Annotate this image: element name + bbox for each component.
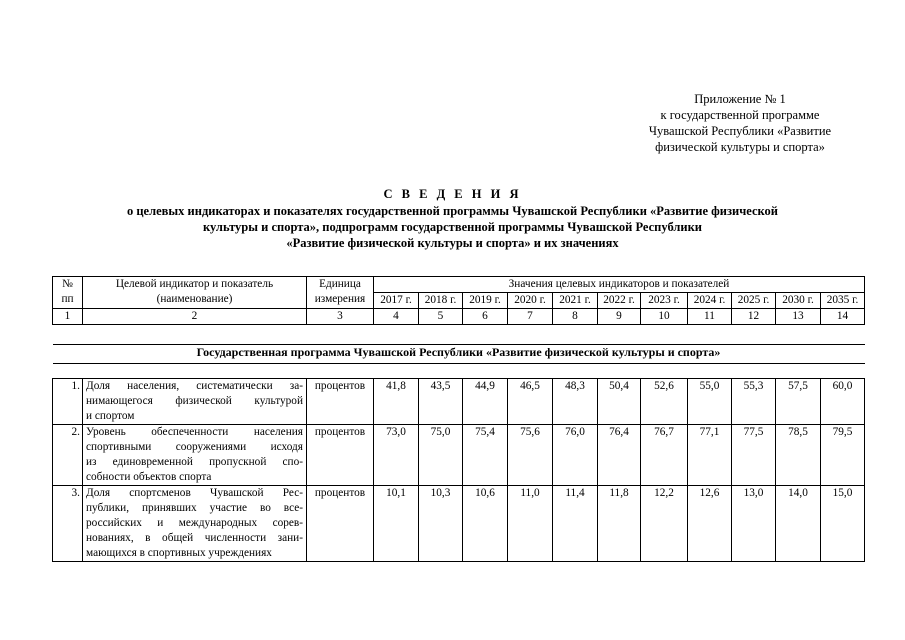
header-num-bottom: пп xyxy=(61,293,74,305)
column-numbers-row xyxy=(53,309,865,325)
row-value: 79,5 xyxy=(821,425,865,486)
header-indicator-bottom: (наименование) xyxy=(156,293,233,305)
row-unit: процентов xyxy=(307,379,374,425)
column-number: 14 xyxy=(821,309,865,325)
section-title: Государственная программа Чувашской Республики «Развитие физической культуры и спорта» xyxy=(196,345,721,359)
table-row xyxy=(53,379,865,425)
row-value: 15,0 xyxy=(821,486,865,562)
row-value: 12,2 xyxy=(641,486,688,562)
row-value: 77,5 xyxy=(732,425,776,486)
title-line: «Развитие физической культуры и спорта» и их значениях xyxy=(286,236,619,250)
row-value: 76,0 xyxy=(553,425,598,486)
row-value: 55,0 xyxy=(688,379,732,425)
column-number: 2 xyxy=(83,309,307,325)
indicator-line: спортивными сооружениями исходя xyxy=(86,441,303,453)
header-year: 2020 г. xyxy=(508,293,553,309)
appendix-line: Чувашской Республики «Развитие xyxy=(648,124,832,138)
row-value: 14,0 xyxy=(776,486,821,562)
row-unit: процентов xyxy=(307,486,374,562)
indicator-line: Уровень обеспеченности населения xyxy=(86,426,303,438)
column-number: 13 xyxy=(776,309,821,325)
row-indicator xyxy=(83,425,307,486)
spacer-row xyxy=(53,325,865,345)
header-year: 2021 г. xyxy=(553,293,598,309)
row-number: 1. xyxy=(53,379,83,425)
row-value: 75,4 xyxy=(463,425,508,486)
row-value: 77,1 xyxy=(688,425,732,486)
column-number: 9 xyxy=(598,309,641,325)
row-value: 11,8 xyxy=(598,486,641,562)
table-row xyxy=(53,486,865,562)
row-value: 48,3 xyxy=(553,379,598,425)
row-value: 44,9 xyxy=(463,379,508,425)
column-number: 11 xyxy=(688,309,732,325)
row-value: 10,6 xyxy=(463,486,508,562)
row-indicator xyxy=(83,379,307,425)
header-year: 2022 г. xyxy=(598,293,641,309)
row-value: 41,8 xyxy=(374,379,419,425)
row-value: 10,3 xyxy=(419,486,463,562)
appendix-note xyxy=(590,91,890,155)
indicators-table xyxy=(52,276,865,562)
column-number: 10 xyxy=(641,309,688,325)
spacer-row xyxy=(53,364,865,379)
header-unit-top: Единица xyxy=(319,278,361,290)
column-number: 7 xyxy=(508,309,553,325)
indicator-line: Доля населения, систематически за- xyxy=(86,380,303,392)
header-year: 2035 г. xyxy=(821,293,865,309)
header-unit-bottom: измерения xyxy=(314,293,366,305)
header-num xyxy=(53,277,83,309)
column-number: 5 xyxy=(419,309,463,325)
header-unit xyxy=(307,277,374,309)
header-year: 2019 г. xyxy=(463,293,508,309)
header-values-group: Значения целевых индикаторов и показателей xyxy=(374,277,865,293)
row-value: 78,5 xyxy=(776,425,821,486)
indicator-line: мающихся в спортивных учреждениях xyxy=(86,547,272,559)
row-value: 60,0 xyxy=(821,379,865,425)
header-year: 2023 г. xyxy=(641,293,688,309)
indicator-line: нованиях, в общей численности зани- xyxy=(86,532,303,544)
row-value: 52,6 xyxy=(641,379,688,425)
title-line: о целевых индикаторах и показателях государственной программы Чувашской Республики «Развитие физической xyxy=(126,204,779,218)
row-number: 3. xyxy=(53,486,83,562)
row-value: 55,3 xyxy=(732,379,776,425)
row-value: 13,0 xyxy=(732,486,776,562)
appendix-line: к государственной программе xyxy=(660,108,820,122)
indicator-line: собности объектов спорта xyxy=(86,471,212,483)
indicator-line: нимающегося физической культурой xyxy=(86,395,303,407)
row-value: 76,4 xyxy=(598,425,641,486)
row-value: 50,4 xyxy=(598,379,641,425)
row-value: 57,5 xyxy=(776,379,821,425)
table-row xyxy=(53,425,865,486)
header-indicator xyxy=(83,277,307,309)
title-line: культуры и спорта», подпрограмм государственной программы Чувашской Республики xyxy=(202,220,703,234)
indicator-line: российских и международных сорев- xyxy=(86,517,303,529)
section-row xyxy=(53,345,865,364)
indicator-line: из единовременной пропускной спо- xyxy=(86,456,303,468)
indicator-line: публики, принявших участие во все- xyxy=(86,502,303,514)
title-heading: С В Е Д Е Н И Я xyxy=(383,187,522,201)
row-value: 11,4 xyxy=(553,486,598,562)
row-indicator xyxy=(83,486,307,562)
row-value: 46,5 xyxy=(508,379,553,425)
column-number: 4 xyxy=(374,309,419,325)
row-value: 11,0 xyxy=(508,486,553,562)
row-value: 10,1 xyxy=(374,486,419,562)
row-unit: процентов xyxy=(307,425,374,486)
row-value: 43,5 xyxy=(419,379,463,425)
header-row xyxy=(53,277,865,293)
header-year: 2017 г. xyxy=(374,293,419,309)
header-year: 2024 г. xyxy=(688,293,732,309)
header-num-top: № xyxy=(62,278,73,290)
row-value: 76,7 xyxy=(641,425,688,486)
header-year: 2018 г. xyxy=(419,293,463,309)
column-number: 6 xyxy=(463,309,508,325)
column-number: 1 xyxy=(53,309,83,325)
row-number: 2. xyxy=(53,425,83,486)
row-value: 12,6 xyxy=(688,486,732,562)
appendix-line: Приложение № 1 xyxy=(694,92,786,106)
indicator-line: Доля спортсменов Чувашской Рес- xyxy=(86,487,303,499)
header-indicator-top: Целевой индикатор и показатель xyxy=(115,278,274,290)
row-value: 75,6 xyxy=(508,425,553,486)
header-year: 2030 г. xyxy=(776,293,821,309)
appendix-line: физической культуры и спорта» xyxy=(655,140,825,154)
column-number: 8 xyxy=(553,309,598,325)
row-value: 75,0 xyxy=(419,425,463,486)
indicator-line: и спортом xyxy=(86,410,135,422)
column-number: 3 xyxy=(307,309,374,325)
document-title xyxy=(60,186,845,251)
row-value: 73,0 xyxy=(374,425,419,486)
header-year: 2025 г. xyxy=(732,293,776,309)
column-number: 12 xyxy=(732,309,776,325)
